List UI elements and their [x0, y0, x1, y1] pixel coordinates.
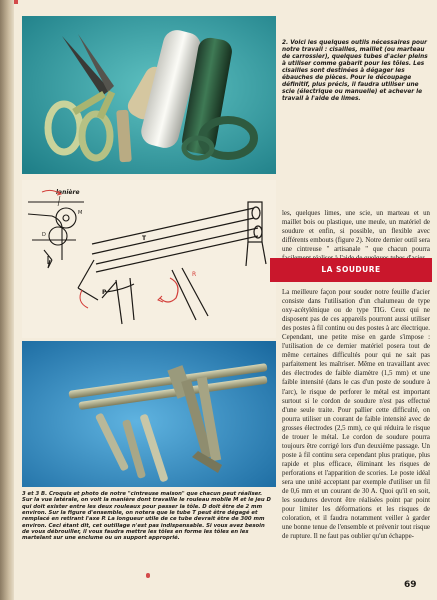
caption-figure-2	[282, 40, 430, 103]
print-mark	[14, 0, 18, 4]
body-column-top: les, quelques limes, une scie, un marteau et un maillet bois ou plastique, une meule, un matériel de soudure et enfin, si possible, un flexible avec différents embouts (figure 2). Notre dernier outil sera une cintreuse " artisanale " que chacun pourra	[282, 210, 430, 254]
body-column-soudure: La meilleure façon pour souder notre feuille d'acier consiste dans l'utilisation d'un chalumeau de type oxy-acétylénique ou de type TIG. Ceux qui ne disposent pas de ces appareils pourront aussi utiliser des postes à fil continu ou des postes à arc électrique. Cependant, une petite mise en garde s'impose : l'utilisation de ce dernier matériel posera tout de même certaines difficultés pour qui ne sait pas parfaitement les maîtriser. Même en travaillant avec des électrodes de faible diamètre (1,5 mm) et une faible intensité (dans le cas d'un poste de soudure à l'arc), le risque de perforer le métal est important surtout si le cordon de soudure n'est pas effectué d'une seule traite. Pour pallier cette difficulté, on pourra utiliser un courant de faible intensité avec de grosses électrodes (2,5 mm), ce qui réduira le risque de trouer le métal. Le cordon de soudure pourra toujours être corrigé lors d'un deuxième passage. Un poste à fil continu sera cependant plus pratique, plus rapide et plus efficace, éliminant les risques de perforations et l'apparition de scories. Le poste idéal sera une unité acceptant par exemple d'utiliser un fil de 0,6 mm et un courant de 30 A. Quoi qu'il en soit, les soudures devront être réalisées point par point pour limiter les déformations et les risques de coloration, et il faudra notamment veiller à garder une bonne tenue de l'ensemble et prévenir tout risque de rupture. Il ne faut pas oublier qu'un échappe-	[282, 289, 430, 541]
section-heading	[270, 258, 432, 282]
bender-photo	[22, 341, 276, 487]
label-p: P	[102, 289, 107, 296]
label-t: T	[142, 235, 147, 242]
binding-spine	[0, 0, 14, 600]
caption-figure-3	[22, 491, 272, 542]
label-leader: lanière	[56, 189, 80, 196]
label-m: M	[78, 210, 83, 216]
label-d: D	[42, 232, 46, 238]
tools-photo	[22, 16, 276, 174]
bender-sketch	[22, 180, 276, 338]
caption-text: Voici les quelques outils nécessaires pour notre travail : cisailles, maillet (ou marteau de carrossier), quelques tubes d'acier pleins à utiliser comme gabarit pour les tôles. Les cisailles sont destinées à dégager les ébauches de pièces. Pour le découpage définitif, plus précis, il faudra utiliser une scie (électrique ou manuelle) et achever le travail à l'aide de limes.	[282, 40, 428, 102]
page-number: 69	[404, 580, 417, 590]
caption-text: Croquis et photo de notre "cintreuse maison" que chacun peut réaliser. Sur la vue latérale, on voit la manière dont travaille le rouleau mobile M et le jeu D qui doit exister entre les deux rouleaux pour passer la tôle. D doit être de 2 mm environ. Sur la figure d'ensemble, on notera que le tube T peut être dégagé et remplacé en retirant l'axe P. La longueur utile de ce tube devrait être de 300 mm environ. Ceci étant dit, cet outillage n'est pas indispensable. Si vous avez besoin de vous débrouiller, il vous faudra mettre les tôles en forme les tôles en les martelant sur une enclume ou un support approprié.	[22, 491, 271, 542]
print-mark	[146, 573, 150, 578]
caption-number: 2.	[282, 40, 289, 46]
caption-number: 3 et 3 B.	[22, 491, 48, 497]
section-title: LA SOUDURE	[321, 265, 381, 274]
label-r: R	[192, 271, 197, 278]
